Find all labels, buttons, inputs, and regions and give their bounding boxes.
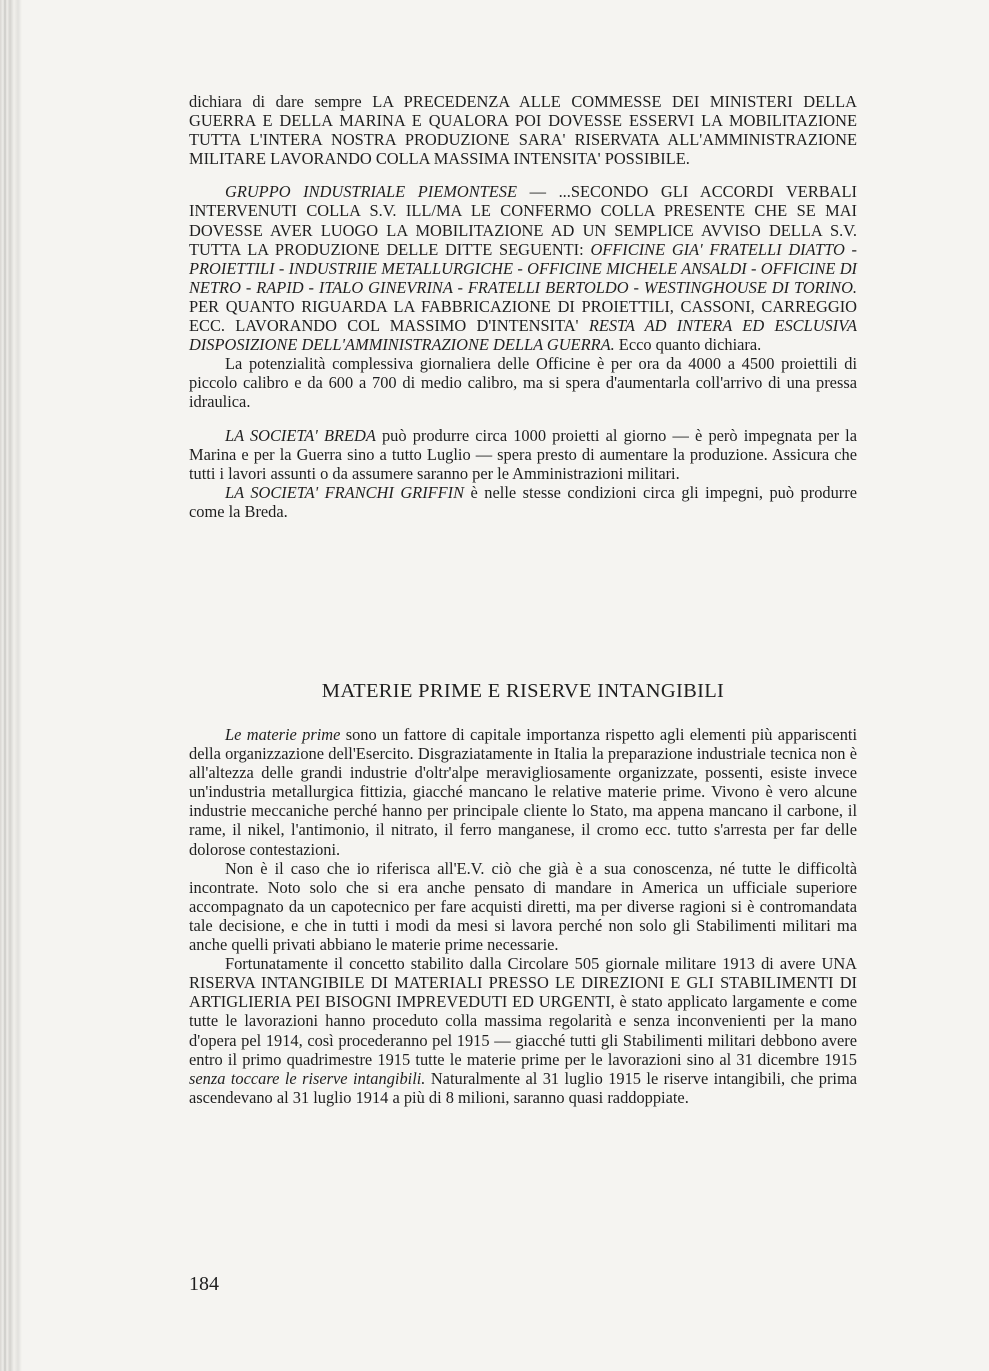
text-run: può produrre circa 1000 proietti al giorno — è però impegnata per la Marina e per la Guerra sino a tutto Luglio — spera presto di aumentare la produzione. Assicura che tutti i lavori assunti o da assumere saranno per le Amministrazioni militari. [189,425,857,483]
paragraph [189,725,857,859]
text-run-italic: GRUPPO INDUSTRIALE PIEMONTESE [225,182,517,202]
page-number: 184 [189,1273,219,1295]
text-run-italic: senza toccare le riserve intangibili. [189,1068,426,1088]
text-run: è nelle stesse condizioni circa gli impegni, può produrre come la Breda. [189,482,857,521]
paragraph [189,92,857,168]
text-run: Naturalmente al 31 luglio 1915 le riserve intangibili, che prima ascendevano al 31 luglio 1914 a più di 8 milioni, saranno quasi raddoppiate. [189,1068,857,1107]
text-run: sono un fattore di capitale importanza rispetto agli elementi più appariscenti della organizzazione dell'Esercito. Disgraziatamente in Italia la preparazione industriale tecnica non è all'altezza delle grandi industrie d'oltr'alpe meravigliosamente organizzate, possenti, esiste invece un'industria metallurgica fittizia, giacché mancano le relative materie prime. Vivono è vero alcune industrie meccaniche perché hanno per principale cliente lo Stato, ma appena mancano il carbone, il rame, il nikel, l'antimonio, il nitrato, il ferro manganese, il cromo ecc. tutto s'arresta per far delle dolorose contestazioni. [189,725,857,859]
text-run-italic: OFFICINE GIA' FRATELLI DIATTO - PROIETTILI - INDUSTRIIE METALLURGICHE - OFFICINE MICHELE ANSALDI - OFFICINE DI NETRO - RAPID - ITALO GINEVRINA - FRATELLI BERTOLDO - WESTINGHOUSE DI TORINO. [189,239,857,297]
text-run: Fortunatamente il concetto stabilito dalla Circolare 505 giornale militare 1913 di avere UNA RISERVA INTANGIBILE DI MATERIALI PRESSO LE DIREZIONI E GLI STABILIMENTI DI ARTIGLIERIA PEI BISOGNI IMPREVEDUTI ED URGENTI, è stato applicato largamente e come tutte le lavorazioni hanno proceduto colla massima regolarità e senza inconvenienti per la mano d'opera pel 1914, così procederanno pel 1915 — giacché tutti gli Stabilimenti militari debbono avere entro il primo quadrimestre 1915 tutte le materie prime per le lavorazioni sino al 31 dicembre 1915 [189,954,857,1069]
paragraph [189,954,857,1107]
text-run: Ecco quanto dichiara. [614,335,762,355]
text-run: La potenzialità complessiva giornaliera delle Officine è per ora da 4000 a 4500 proiettili di piccolo calibro e da 600 a 700 di medio calibro, ma si spera d'aumentarla coll'arrivo di una pressa idraulica. [189,354,857,412]
paragraph [189,483,857,521]
text-run: Non è il caso che io riferisca all'E.V. ciò che già è a sua conoscenza, né tutte le difficoltà incontrate. Noto solo che si era anche pensato di mandare in America un ufficiale superiore accompagnato da un capotecnico per fare acquisti diretti, ma per diverse ragioni si è contromandata tale decisione, e che in tutti i modi da mesi si lavora perché non solo gli Stabilimenti militari ma anche quelli privati abbiano le materie prime necessarie. [189,858,857,955]
text-run-italic: LA SOCIETA' FRANCHI GRIFFIN [225,482,465,502]
text-run: dichiara di dare sempre LA PRECEDENZA ALLE COMMESSE DEI MINISTERI DELLA GUERRA E DELLA MARINA E QUALORA POI DOVESSE ESSERVI LA MOBILITAZIONE TUTTA L'INTERA NOSTRA PRODUZIONE SARA' RISERVATA ALL'AMMINISTRAZIONE MILITARE LAVORANDO COLLA MASSIMA INTENSITA' POSSIBILE. [189,92,857,169]
text-run-italic: RESTA AD INTERA ED ESCLUSIVA DISPOSIZIONE DELL'AMMINISTRAZIONE DELLA GUERRA. [189,316,858,355]
paragraph [189,182,857,354]
section-heading: MATERIE PRIME E RISERVE INTANGIBILI [321,680,725,702]
top-text-block [189,92,857,521]
paragraph [189,426,857,483]
page-binding-edge [0,0,22,1371]
text-run-italic: LA SOCIETA' BREDA [225,425,376,445]
bottom-text-block [189,725,857,1107]
text-run-italic: Le materie prime [225,725,341,744]
text-run: — ...SECONDO GLI ACCORDI VERBALI INTERVENUTI COLLA S.V. ILL/MA LE CONFERMO COLLA PRESENTE CHE SE MAI DOVESSE AVER LUOGO LA MOBILITAZIONE AD UN SEMPLICE AVVISO DELLA S.V. TUTTA LA PRODUZIONE DELLE DITTE SEGUENTI: [189,182,857,259]
paragraph [189,859,857,954]
text-run: PER QUANTO RIGUARDA LA FABBRICAZIONE DI PROIETTILI, CASSONI, CARREGGIO ECC. LAVORANDO COL MASSIMO D'INTENSITA' [189,296,857,336]
paragraph [189,354,857,411]
